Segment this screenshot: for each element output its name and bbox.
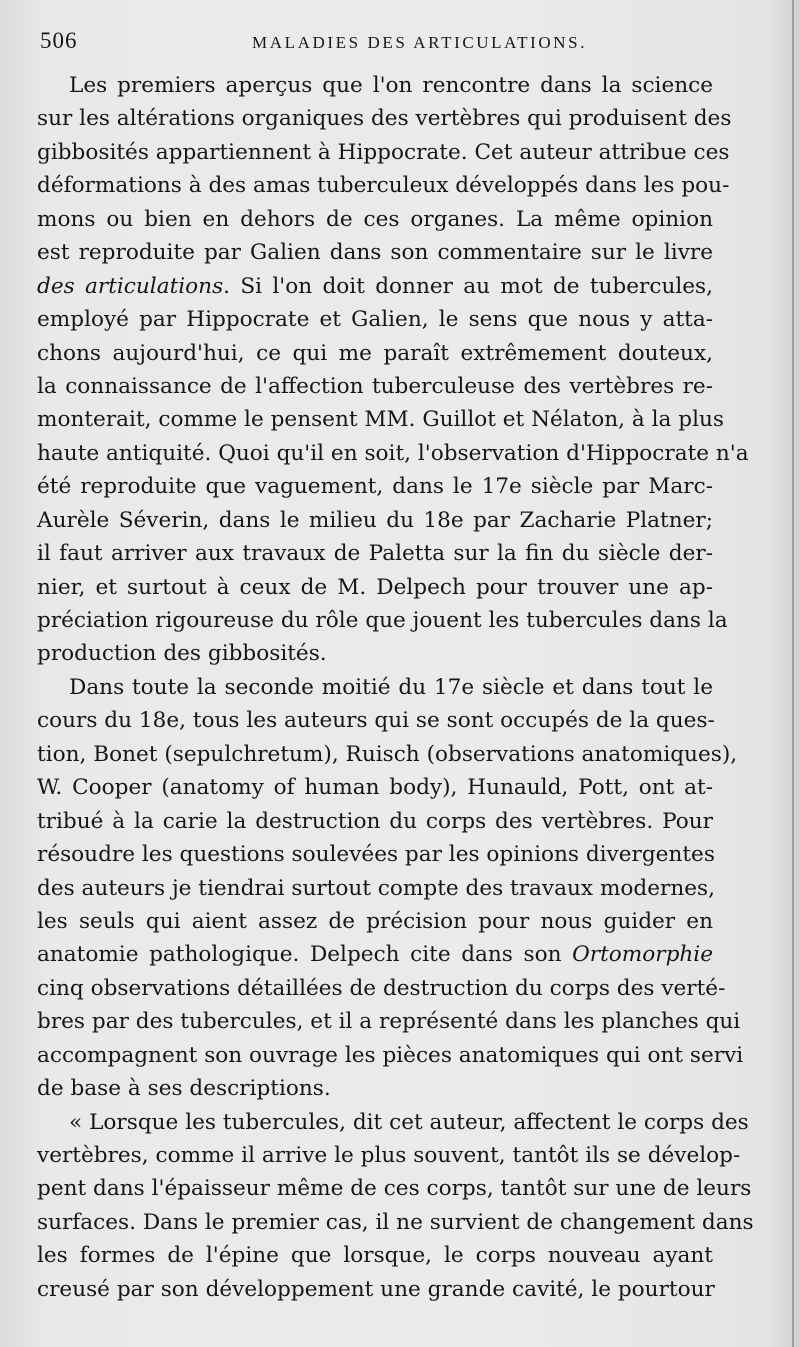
text-line: été reproduite que vaguement, dans le 17e siècle par Marc- xyxy=(37,474,713,500)
text-line: vertèbres, comme il arrive le plus souvent, tantôt ils se dévelop- xyxy=(37,1143,741,1168)
text-line: est reproduite par Galien dans son commentaire sur le livre xyxy=(37,240,713,266)
text-line: gibbosités appartiennent à Hippocrate. Cet auteur attribue ces xyxy=(37,139,730,165)
text-line: pent dans l'épaisseur même de ces corps, tantôt sur une de leurs xyxy=(37,1176,752,1202)
text-line: monterait, comme le pensent MM. Guillot et Nélaton, à la plus xyxy=(37,407,724,433)
text-line: « Lorsque les tubercules, dit cet auteur, affectent le corps des xyxy=(69,1109,749,1135)
text-line: mons ou bien en dehors de ces organes. La même opinion xyxy=(37,206,713,232)
text-line: les formes de l'épine que lorsque, le corps nouveau ayant xyxy=(37,1243,713,1269)
italic-title: des articulations xyxy=(37,273,224,299)
text-line: creusé par son développement une grande cavité, le pourtour xyxy=(37,1276,715,1302)
text-line: nier, et surtout à ceux de M. Delpech pour trouver une ap- xyxy=(37,574,713,600)
italic-title: Ortomorphie xyxy=(572,942,713,968)
text-line: préciation rigoureuse du rôle que jouent les tubercules dans la xyxy=(37,608,728,633)
text-line: bres par des tubercules, et il a représenté dans les planches qui xyxy=(37,1009,741,1035)
text-line: cinq observations détaillées de destruction du corps des verté- xyxy=(37,975,726,1001)
text-line: chons aujourd'hui, ce qui me paraît extrêmement douteux, xyxy=(37,340,713,366)
text-line: les seuls qui aient assez de précision pour nous guider en xyxy=(37,908,713,934)
text-line: déformations à des amas tuberculeux développés dans les pou- xyxy=(37,173,730,199)
text-line: production des gibbosités. xyxy=(37,641,327,667)
page-number: 506 xyxy=(40,28,78,53)
text-line: surfaces. Dans le premier cas, il ne survient de changement dans xyxy=(37,1209,754,1235)
text-line: sur les altérations organiques des vertèbres qui produisent des xyxy=(37,106,732,132)
text-line: il faut arriver aux travaux de Paletta sur la fin du siècle der- xyxy=(37,541,713,567)
text-line: de base à ses descriptions. xyxy=(37,1076,331,1102)
text-line: Dans toute la seconde moitié du 17e siècle et dans tout le xyxy=(69,674,713,700)
text-line: résoudre les questions soulevées par les opinions divergentes xyxy=(37,842,715,868)
text-line-with-italic: anatomie pathologique. Delpech cite dans son Ortomorphie xyxy=(37,942,713,968)
text-line: haute antiquité. Quoi qu'il en soit, l'observation d'Hippocrate n'a xyxy=(37,440,749,466)
running-head: MALADIES DES ARTICULATIONS. xyxy=(252,33,588,52)
text-line: Aurèle Séverin, dans le milieu du 18e par Zacharie Platner; xyxy=(37,507,713,533)
text-line: employé par Hippocrate et Galien, le sens que nous y atta- xyxy=(37,307,713,333)
text-line: cours du 18e, tous les auteurs qui se sont occupés de la ques- xyxy=(37,708,715,734)
text-line: la connaissance de l'affection tuberculeuse des vertèbres re- xyxy=(37,373,713,399)
text-line: Les premiers aperçus que l'on rencontre dans la science xyxy=(69,73,713,98)
page-header xyxy=(40,28,720,64)
text-line: tribué à la carie la destruction du corps des vertèbres. Pour xyxy=(37,808,713,834)
text-line: W. Cooper (anatomy of human body), Hunauld, Pott, ont at- xyxy=(37,775,713,801)
text-line: accompagnent son ouvrage les pièces anatomiques qui ont servi xyxy=(37,1042,744,1068)
page-edge xyxy=(792,0,794,1347)
text-line-with-italic: des articulations. Si l'on doit donner au mot de tubercules, xyxy=(37,273,713,299)
text-line: des auteurs je tiendrai surtout compte des travaux modernes, xyxy=(37,875,715,901)
body-text xyxy=(37,69,754,1306)
text-line: tion, Bonet (sepulchretum), Ruisch (observations anatomiques), xyxy=(37,741,738,767)
